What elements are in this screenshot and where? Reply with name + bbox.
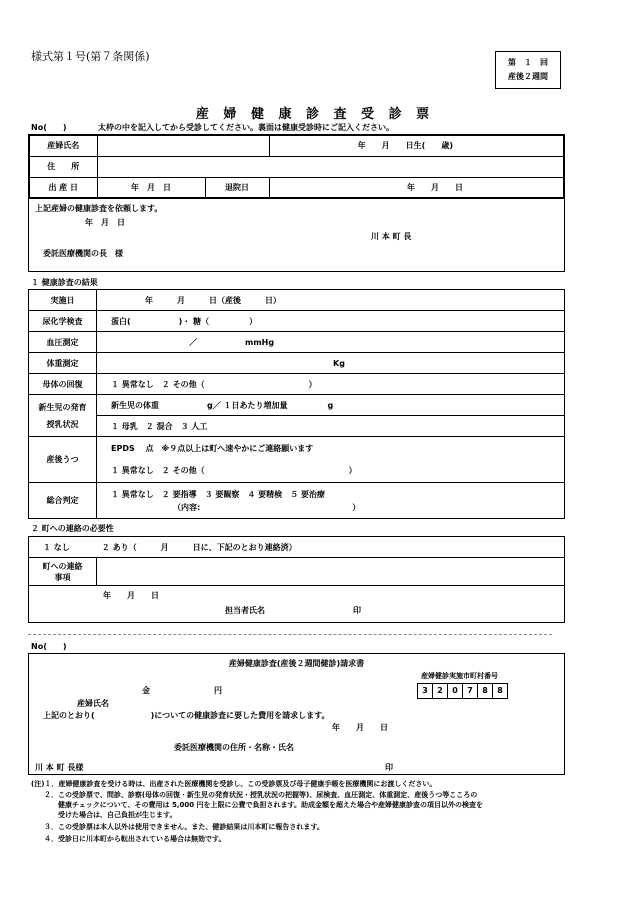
postpartum-depression-field[interactable] [97,437,565,483]
page-title: 産 婦 健 康 診 査 受 診 票 [195,107,435,122]
name-label: 産婦氏名 [29,135,97,156]
postpartum-depression-label: 産後うつ [29,437,97,483]
delivery-date-label: 出 産 日 [29,177,97,198]
note-4: ４．受診日に川本町から転出されている場合は無効です。 [44,835,226,843]
claim-number-field[interactable]: No( ) [31,642,67,651]
contact-items-label-line1: 町への連絡 [42,561,83,571]
code-digit: 7 [462,683,478,699]
code-digit: 2 [432,683,448,699]
birth-date-field[interactable]: 年 月 日生( 歳) [269,135,564,156]
exam-date-label: 実施日 [29,290,97,311]
address-field[interactable] [97,156,564,177]
overall-judgment-field[interactable] [97,483,565,519]
code-digit: 8 [477,683,493,699]
claim-box [28,653,565,775]
maternal-recovery-label: 母体の回復 [29,374,97,395]
note-2: ２．この受診票で、問診、診察(母体の回復・新生児の発育状況・授乳状況の把握等)、尿検査、血圧測定、体重測定、産後うつ等こころの [44,791,478,799]
urine-test-label: 尿化学検査 [29,311,97,332]
patient-info-table [28,134,565,199]
institution-label: 委託医療機関の住所・名称・氏名 [174,743,294,752]
note-2-end: 受けた場合は、自己負担が生じます。 [58,811,177,819]
epds-line: EPDS 点 ※９点以上は町へ速やかにご連絡願います [111,443,314,453]
weight-field[interactable]: Kg [97,353,565,374]
request-date[interactable]: 年 月 日 [85,218,125,227]
claim-statement: 上記のとおり( )についての健康診査に要した費用を請求します。 [43,711,330,720]
contact-items-label-line2: 事項 [54,572,71,582]
claim-addressee: 川 本 町 長様 [35,763,84,772]
urine-test-field[interactable]: 蛋白( )・ 糖（ ） [97,311,565,332]
feeding-field[interactable]: １ 母乳 ２ 混合 ３ 人工 [97,416,565,437]
overall-judgment-label: 総合判定 [29,483,97,519]
results-table [28,289,565,519]
round-box [495,51,561,89]
recipient-label: 委託医療機関の長 様 [43,249,123,258]
contact-items-label [29,558,97,586]
code-digit: 8 [492,683,508,699]
name-field[interactable] [97,135,269,156]
cut-line [28,634,552,635]
address-label: 住 所 [29,156,97,177]
discharge-date-field[interactable]: 年 月 日 [269,177,564,198]
newborn-growth-label: 新生児の発育 [38,402,87,412]
code-digit: 3 [417,683,433,699]
round-number: 第 １ 回 [508,58,548,67]
blood-pressure-label: 血圧測定 [29,332,97,353]
delivery-date-field[interactable]: 年 月 日 [97,177,205,198]
contact-section-title: ２ 町への連絡の必要性 [31,524,114,533]
weight-label: 体重測定 [29,353,97,374]
discharge-date-label: 退院日 [205,177,269,198]
contact-table [28,536,565,623]
contact-signature-cell [29,586,565,623]
judgment-details: （内容: ） [173,502,361,512]
results-section-title: １ 健康診査の結果 [31,278,98,287]
note-2-cont: 健康チェックについて、その費用は 5,000 円を上限に公費で負担されます。助成金額を超えた場合や産婦健康診査の項目以外の検査を [58,801,483,809]
judgment-options: １ 異常なし ２ 要指導 ３ 要観察 ４ 要精検 ５ 要治療 [111,489,325,499]
blood-pressure-field[interactable]: ／ mmHg [97,332,565,353]
newborn-label [29,395,97,437]
round-period: 産後２週間 [508,72,548,81]
contact-items-field[interactable] [97,558,565,586]
number-field[interactable]: No( ) [31,123,67,132]
claim-date[interactable]: 年 月 日 [332,723,388,732]
request-box [28,197,565,272]
seal-mark: 印 [385,763,393,772]
form-number-label: 様式第１号(第７条関係) [31,50,150,63]
maternal-recovery-field[interactable]: １ 異常なし ２ その他（ ） [97,374,565,395]
newborn-weight-field[interactable]: 新生児の体重 g／ １日あたり増加量 g [97,395,565,416]
depression-result-line: １ 異常なし ２ その他（ ） [111,465,357,475]
note-3: ３．この受診票は本人以外は使用できません。また、健診結果は川本町に報告されます。 [44,823,324,831]
person-in-charge[interactable]: 担当者氏名 印 [225,606,361,615]
contact-options[interactable]: １ なし ２ あり（ 月 日に、下記のとおり連絡済） [29,537,565,558]
municipality-code-boxes [418,683,508,699]
amount-field[interactable]: 金 円 [142,686,222,695]
instruction-text: 太枠の中を記入してから受診してください。裏面は健康受診時にご記入ください。 [98,123,394,132]
town-mayor-label: 川 本 町 長 [371,232,412,241]
claim-title: 産婦健康診査(産後２週間健診)請求書 [228,659,365,668]
claim-name-label: 産婦氏名 [77,699,109,708]
note-1: (注)１．産婦健康診査を受ける時は、出産された医療機関を受診し、この受診票及び母子健康手帳を医療機関にお渡しください。 [31,780,437,788]
code-digit: 0 [447,683,463,699]
contact-date[interactable]: 年 月 日 [103,591,159,600]
feeding-status-label: 授乳状況 [46,419,79,429]
exam-date-field[interactable]: 年 月 日（産後 日） [97,290,565,311]
request-text: 上記産婦の健康診査を依頼します。 [35,204,163,213]
municipality-code-label: 産婦健診実施市町村番号 [421,672,498,680]
